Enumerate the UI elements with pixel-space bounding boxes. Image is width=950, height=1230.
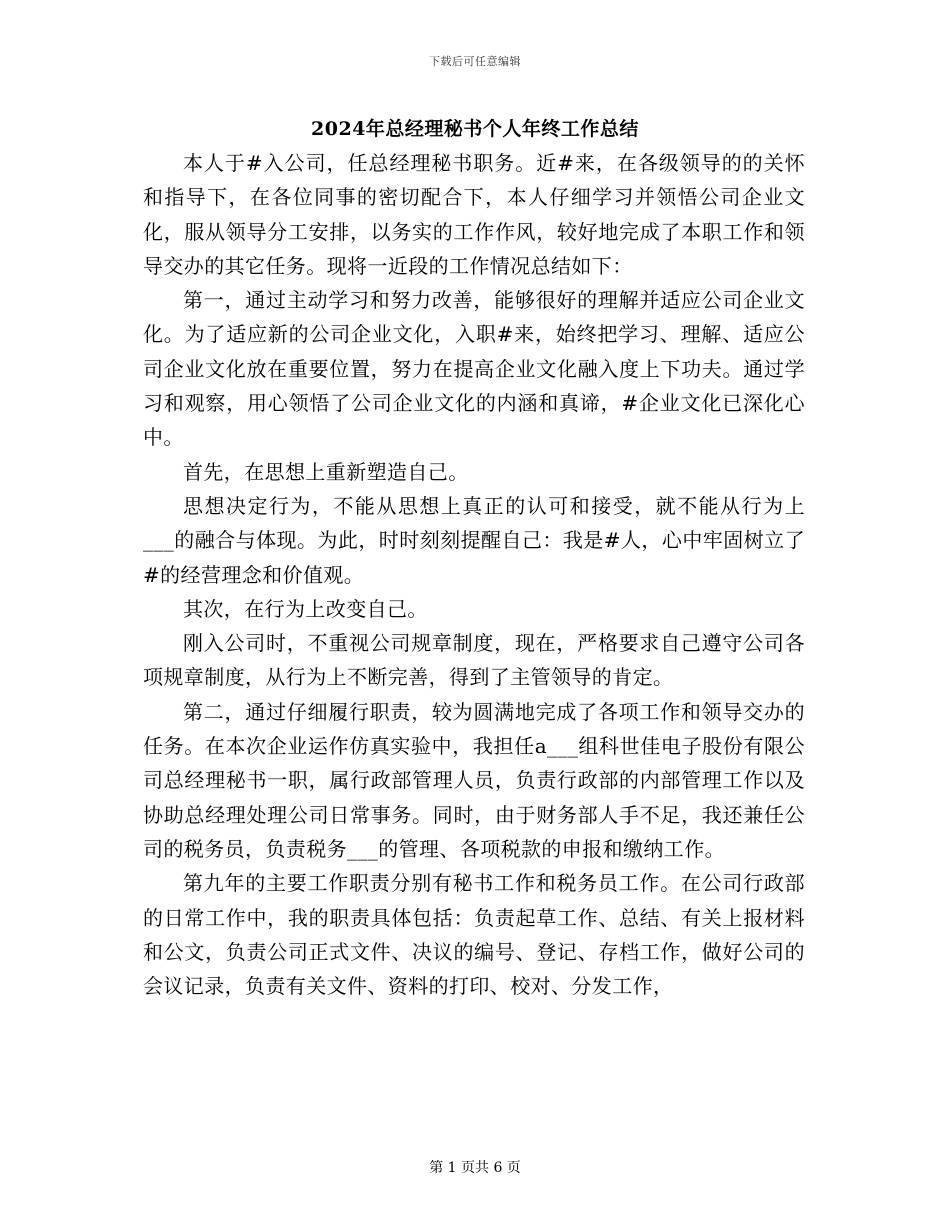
- paragraph: 第二，通过仔细履行职责，较为圆满地完成了各项工作和领导交办的任务。在本次企业运作仿真实验中，我担任a___组科世佳电子股份有限公司总经理秘书一职，属行政部管理人员，负责行政部的内部管理工作以及协助总经理处理公司日常事务。同时，由于财务部人手不足，我还兼任公司的税务员，负责税务___的管理、各项税款的申报和缴纳工作。: [143, 699, 805, 861]
- paragraph: 其次，在行为上改变自己。: [183, 596, 428, 621]
- paragraph: 思想决定行为，不能从思想上真正的认可和接受，就不能从行为上___的融合与体现。为此，时时刻刻提醒自己：我是#人，心中牢固树立了#的经营理念和价值观。: [143, 493, 805, 587]
- paragraph: 第九年的主要工作职责分别有秘书工作和税务员工作。在公司行政部的日常工作中，我的职责具体包括：负责起草工作、总结、有关上报材料和公文，负责公司正式文件、决议的编号、登记、存档工作，做好公司的会议记录，负责有关文件、资料的打印、校对、分发工作，: [143, 871, 805, 999]
- paragraph: 刚入公司时，不重视公司规章制度，现在，严格要求自己遵守公司各项规章制度，从行为上不断完善，得到了主管领导的肯定。: [143, 631, 805, 690]
- paragraph: 本人于#入公司，任总经理秘书职务。近#来，在各级领导的的关怀和指导下，在各位同事的密切配合下，本人仔细学习并领悟公司企业文化，服从领导分工安排，以务实的工作作风，较好地完成了本职工作和领导交办的其它任务。现将一近段的工作情况总结如下：: [143, 151, 805, 278]
- header-note: 下载后可任意编辑: [429, 55, 521, 68]
- document-title: 2024年总经理秘书个人年终工作总结: [311, 118, 639, 140]
- document-body: [143, 146, 805, 1003]
- paragraph: 第一，通过主动学习和努力改善，能够很好的理解并适应公司企业文化。为了适应新的公司企业文化，入职#来，始终把学习、理解、适应公司企业文化放在重要位置，努力在提高企业文化融入度上下功夫。通过学习和观察，用心领悟了公司企业文化的内涵和真谛，#企业文化已深化心中。: [143, 288, 805, 450]
- paragraph: 首先，在思想上重新塑造自己。: [183, 459, 469, 484]
- page-number: 第 1 页共 6 页: [429, 1160, 521, 1176]
